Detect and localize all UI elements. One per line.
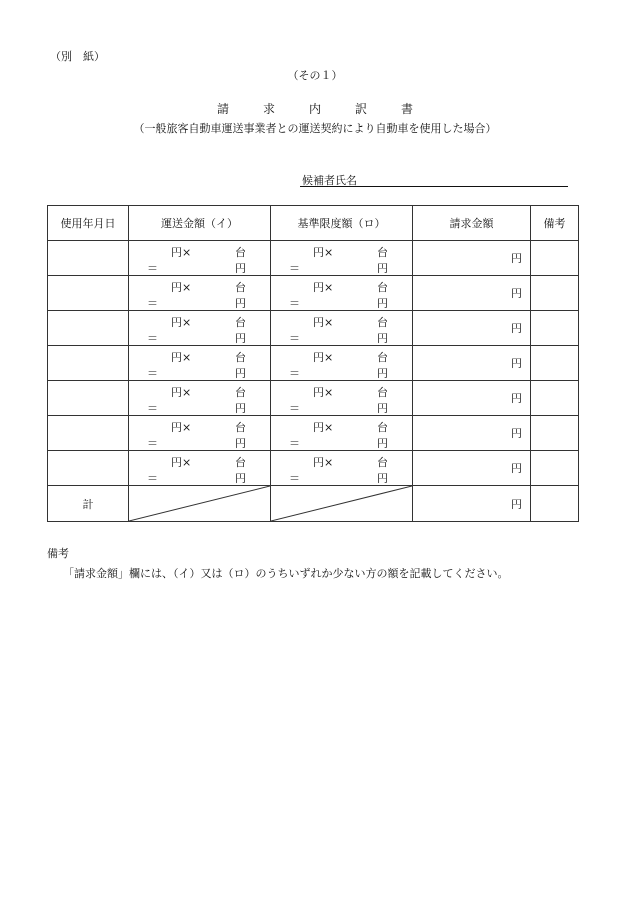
yen-times-unit: 円× bbox=[313, 386, 334, 399]
page-subtitle: （一般旅客自動車運送事業者との運送契約により自動車を使用した場合） bbox=[133, 122, 497, 135]
standard-limit-cell[interactable] bbox=[271, 381, 413, 416]
standard-limit-cell[interactable] bbox=[271, 276, 413, 311]
yen-unit: 円 bbox=[377, 402, 388, 415]
equals-sign: ＝ bbox=[289, 332, 300, 345]
vehicle-count-unit: 台 bbox=[377, 281, 388, 294]
remarks-cell[interactable] bbox=[531, 451, 579, 486]
vehicle-count-unit: 台 bbox=[235, 246, 246, 259]
usage-date-cell[interactable] bbox=[48, 311, 129, 346]
transport-amount-cell[interactable] bbox=[129, 311, 271, 346]
table-row bbox=[48, 241, 579, 276]
vehicle-count-unit: 台 bbox=[377, 386, 388, 399]
equals-sign: ＝ bbox=[147, 437, 158, 450]
yen-unit: 円 bbox=[377, 262, 388, 275]
yen-times-unit: 円× bbox=[313, 456, 334, 469]
claim-amount-cell[interactable] bbox=[413, 346, 531, 381]
yen-unit: 円 bbox=[511, 322, 522, 335]
total-transport-cell bbox=[129, 486, 271, 522]
table-header-row bbox=[48, 206, 579, 241]
vehicle-count-unit: 台 bbox=[235, 281, 246, 294]
standard-limit-cell[interactable] bbox=[271, 311, 413, 346]
yen-unit: 円 bbox=[235, 332, 246, 345]
equals-sign: ＝ bbox=[289, 472, 300, 485]
part-label: （その１） bbox=[287, 69, 343, 82]
equals-sign: ＝ bbox=[289, 367, 300, 380]
vehicle-count-unit: 台 bbox=[235, 386, 246, 399]
remarks-cell[interactable] bbox=[531, 381, 579, 416]
equals-sign: ＝ bbox=[289, 437, 300, 450]
header-usage-date: 使用年月日 bbox=[48, 206, 129, 241]
standard-limit-cell[interactable] bbox=[271, 416, 413, 451]
claim-amount-cell[interactable] bbox=[413, 381, 531, 416]
yen-unit: 円 bbox=[377, 332, 388, 345]
yen-times-unit: 円× bbox=[171, 386, 192, 399]
remarks-cell[interactable] bbox=[531, 416, 579, 451]
table-row bbox=[48, 381, 579, 416]
candidate-name-line bbox=[300, 186, 568, 187]
table-row bbox=[48, 416, 579, 451]
total-limit-cell bbox=[271, 486, 413, 522]
yen-times-unit: 円× bbox=[313, 421, 334, 434]
total-claim-amount-cell[interactable] bbox=[413, 486, 531, 522]
vehicle-count-unit: 台 bbox=[377, 316, 388, 329]
table-row bbox=[48, 451, 579, 486]
yen-times-unit: 円× bbox=[313, 316, 334, 329]
vehicle-count-unit: 台 bbox=[377, 351, 388, 364]
yen-unit: 円 bbox=[377, 367, 388, 380]
remarks-cell[interactable] bbox=[531, 346, 579, 381]
usage-date-cell[interactable] bbox=[48, 346, 129, 381]
claim-breakdown-table bbox=[47, 205, 579, 522]
equals-sign: ＝ bbox=[147, 402, 158, 415]
transport-amount-cell[interactable] bbox=[129, 241, 271, 276]
vehicle-count-unit: 台 bbox=[235, 316, 246, 329]
equals-sign: ＝ bbox=[147, 262, 158, 275]
diagonal-strike bbox=[129, 486, 270, 521]
vehicle-count-unit: 台 bbox=[235, 421, 246, 434]
equals-sign: ＝ bbox=[289, 402, 300, 415]
yen-unit: 円 bbox=[377, 437, 388, 450]
vehicle-count-unit: 台 bbox=[377, 421, 388, 434]
yen-times-unit: 円× bbox=[171, 316, 192, 329]
claim-amount-cell[interactable] bbox=[413, 241, 531, 276]
yen-times-unit: 円× bbox=[171, 351, 192, 364]
equals-sign: ＝ bbox=[147, 367, 158, 380]
yen-unit: 円 bbox=[235, 472, 246, 485]
header-standard-limit: 基準限度額（ロ） bbox=[271, 206, 413, 241]
remarks-cell[interactable] bbox=[531, 311, 579, 346]
transport-amount-cell[interactable] bbox=[129, 276, 271, 311]
yen-times-unit: 円× bbox=[171, 456, 192, 469]
equals-sign: ＝ bbox=[147, 472, 158, 485]
yen-unit: 円 bbox=[377, 472, 388, 485]
yen-unit: 円 bbox=[511, 392, 522, 405]
table-row bbox=[48, 311, 579, 346]
vehicle-count-unit: 台 bbox=[377, 456, 388, 469]
standard-limit-cell[interactable] bbox=[271, 451, 413, 486]
usage-date-cell[interactable] bbox=[48, 241, 129, 276]
transport-amount-cell[interactable] bbox=[129, 416, 271, 451]
header-remarks: 備考 bbox=[531, 206, 579, 241]
vehicle-count-unit: 台 bbox=[377, 246, 388, 259]
equals-sign: ＝ bbox=[147, 332, 158, 345]
total-label: 計 bbox=[48, 486, 129, 522]
remarks-cell[interactable] bbox=[531, 241, 579, 276]
notes-heading: 備考 bbox=[47, 547, 69, 560]
transport-amount-cell[interactable] bbox=[129, 346, 271, 381]
page-title: 請求内訳書 bbox=[216, 102, 447, 116]
yen-unit: 円 bbox=[511, 427, 522, 440]
yen-times-unit: 円× bbox=[171, 246, 192, 259]
usage-date-cell[interactable] bbox=[48, 416, 129, 451]
standard-limit-cell[interactable] bbox=[271, 241, 413, 276]
vehicle-count-unit: 台 bbox=[235, 456, 246, 469]
yen-unit: 円 bbox=[511, 497, 522, 511]
usage-date-cell[interactable] bbox=[48, 381, 129, 416]
yen-unit: 円 bbox=[511, 287, 522, 300]
yen-times-unit: 円× bbox=[313, 246, 334, 259]
equals-sign: ＝ bbox=[289, 297, 300, 310]
table-row bbox=[48, 276, 579, 311]
yen-times-unit: 円× bbox=[171, 421, 192, 434]
yen-unit: 円 bbox=[511, 252, 522, 265]
yen-unit: 円 bbox=[377, 297, 388, 310]
claim-amount-cell[interactable] bbox=[413, 451, 531, 486]
yen-unit: 円 bbox=[511, 462, 522, 475]
yen-unit: 円 bbox=[511, 357, 522, 370]
yen-unit: 円 bbox=[235, 437, 246, 450]
claim-amount-cell[interactable] bbox=[413, 311, 531, 346]
yen-unit: 円 bbox=[235, 367, 246, 380]
candidate-name-label: 候補者氏名 bbox=[302, 174, 357, 187]
header-transport-amount: 運送金額（イ） bbox=[129, 206, 271, 241]
vehicle-count-unit: 台 bbox=[235, 351, 246, 364]
table-row bbox=[48, 346, 579, 381]
claim-amount-cell[interactable] bbox=[413, 276, 531, 311]
transport-amount-cell[interactable] bbox=[129, 451, 271, 486]
total-remarks-cell[interactable] bbox=[531, 486, 579, 522]
yen-times-unit: 円× bbox=[313, 281, 334, 294]
diagonal-strike bbox=[271, 486, 412, 521]
equals-sign: ＝ bbox=[289, 262, 300, 275]
notes-text: 「請求金額」欄には、（イ）又は（ロ）のうちいずれか少ない方の額を記載してください。 bbox=[63, 567, 509, 580]
transport-amount-cell[interactable] bbox=[129, 381, 271, 416]
yen-unit: 円 bbox=[235, 262, 246, 275]
yen-unit: 円 bbox=[235, 297, 246, 310]
remarks-cell[interactable] bbox=[531, 276, 579, 311]
yen-times-unit: 円× bbox=[171, 281, 192, 294]
attachment-label: （別 紙） bbox=[50, 50, 105, 63]
equals-sign: ＝ bbox=[147, 297, 158, 310]
header-claim-amount: 請求金額 bbox=[413, 206, 531, 241]
yen-times-unit: 円× bbox=[313, 351, 334, 364]
total-row bbox=[48, 486, 579, 522]
yen-unit: 円 bbox=[235, 402, 246, 415]
usage-date-cell[interactable] bbox=[48, 276, 129, 311]
standard-limit-cell[interactable] bbox=[271, 346, 413, 381]
claim-amount-cell[interactable] bbox=[413, 416, 531, 451]
usage-date-cell[interactable] bbox=[48, 451, 129, 486]
